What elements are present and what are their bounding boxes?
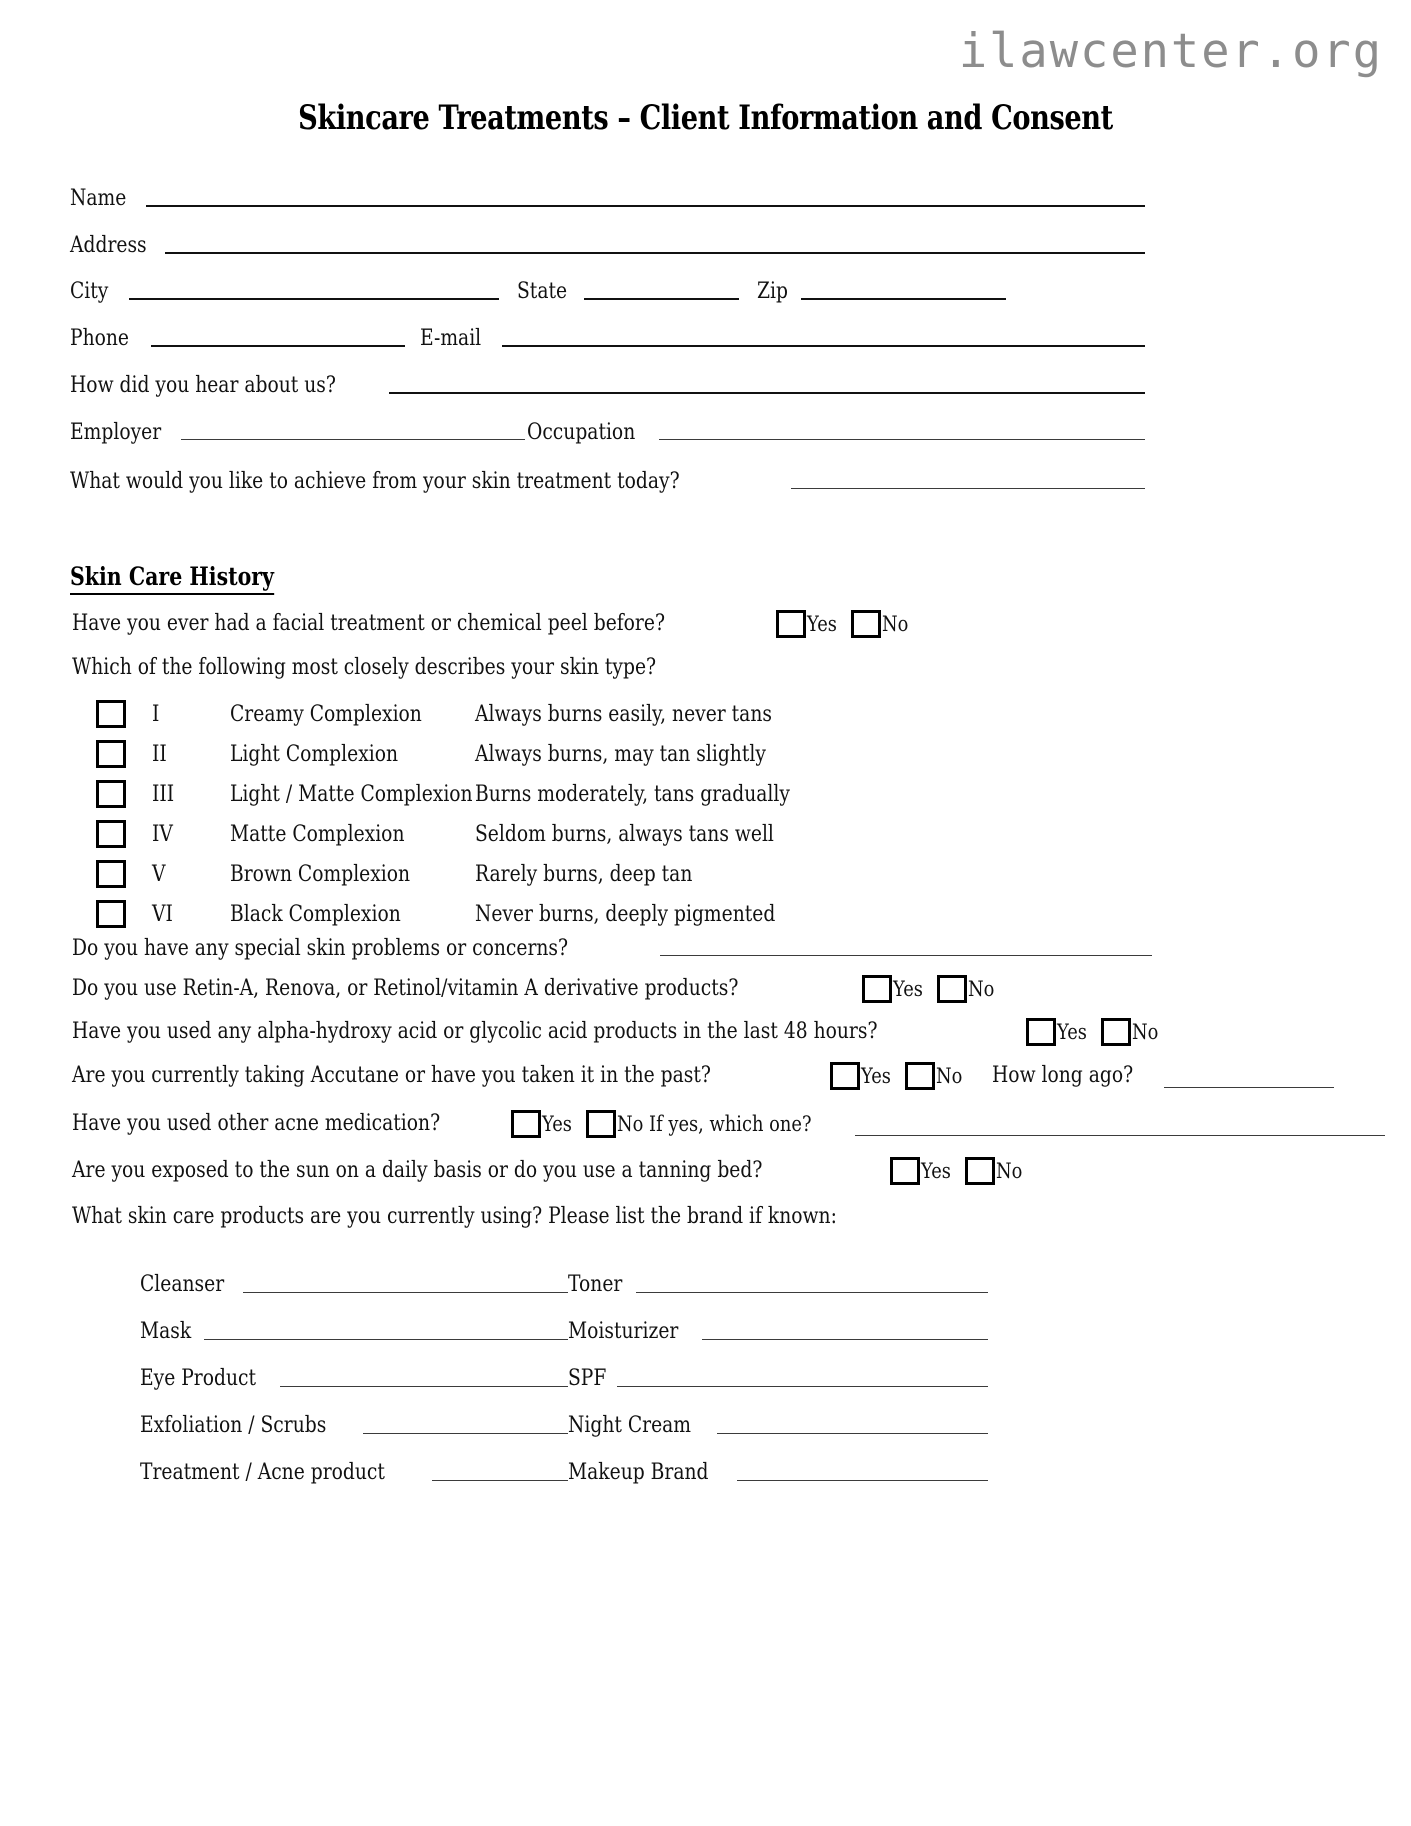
occupation-input-line[interactable] xyxy=(659,439,1145,440)
list-item xyxy=(140,1438,1150,1485)
checkbox-retin-a-yes[interactable] xyxy=(862,975,892,1003)
skin-type-complexion: Light Complexion xyxy=(230,741,399,767)
section-heading-skin-care-history: Skin Care History xyxy=(70,562,274,595)
accutane-no-label: No xyxy=(935,1064,963,1088)
product-input-exfoliation[interactable] xyxy=(363,1433,568,1434)
table-row xyxy=(96,774,896,814)
product-input-eye-product[interactable] xyxy=(280,1386,568,1387)
name-input-line[interactable] xyxy=(146,205,1145,207)
list-item xyxy=(140,1250,1150,1297)
question-sun-exposure-label: Are you exposed to the sun on a daily basis or do you use a tanning bed? xyxy=(72,1158,763,1183)
product-input-night-cream[interactable] xyxy=(717,1433,988,1434)
skin-type-description: Always burns, may tan slightly xyxy=(475,741,766,767)
alpha-hydroxy-yes-label: Yes xyxy=(1056,1020,1087,1044)
field-row-city-state-zip xyxy=(70,281,1145,303)
product-label-makeup-brand: Makeup Brand xyxy=(568,1459,709,1485)
question-current-products-label: What skin care products are you currently using? Please list the brand if known: xyxy=(72,1204,837,1229)
acne-med-yes-label: Yes xyxy=(542,1112,573,1136)
field-row-referral xyxy=(70,375,1145,397)
checkbox-skin-type-iv[interactable] xyxy=(96,820,126,848)
skin-type-complexion: Black Complexion xyxy=(230,901,401,927)
field-row-address xyxy=(70,235,1145,257)
employer-label: Employer xyxy=(70,420,162,445)
skin-type-description: Burns moderately, tans gradually xyxy=(475,781,790,807)
skin-type-numeral: VI xyxy=(152,901,173,927)
question-skin-type-label: Which of the following most closely describes your skin type? xyxy=(72,655,657,680)
question-acne-medication xyxy=(72,1110,1385,1138)
checkbox-skin-type-v[interactable] xyxy=(96,860,126,888)
checkbox-sun-yes[interactable] xyxy=(890,1157,920,1185)
skin-type-description: Never burns, deeply pigmented xyxy=(475,901,776,927)
treatment-goal-label: What would you like to achieve from your skin treatment today? xyxy=(70,469,680,494)
checkbox-accutane-yes[interactable] xyxy=(830,1062,860,1090)
treatment-goal-input-line[interactable] xyxy=(791,488,1145,489)
how-long-ago-label: How long ago? xyxy=(991,1063,1134,1088)
product-label-moisturizer: Moisturizer xyxy=(568,1318,679,1344)
page-title: Skincare Treatments – Client Information and Consent xyxy=(298,98,1113,138)
skin-type-description: Seldom burns, always tans well xyxy=(475,821,774,847)
field-row-treatment-goal xyxy=(70,471,1145,493)
current-products-grid xyxy=(140,1250,1150,1485)
skin-type-numeral: III xyxy=(152,781,175,807)
question-alpha-hydroxy-label: Have you used any alpha-hydroxy acid or glycolic acid products in the last 48 hours? xyxy=(72,1019,878,1044)
product-label-night-cream: Night Cream xyxy=(568,1412,692,1438)
checkbox-facial-no[interactable] xyxy=(851,610,881,638)
employer-input-line[interactable] xyxy=(181,439,525,440)
checkbox-accutane-no[interactable] xyxy=(905,1062,935,1090)
facial-no-label: No xyxy=(881,612,909,636)
question-special-concerns-label: Do you have any special skin problems or concerns? xyxy=(72,936,569,961)
skin-type-numeral: I xyxy=(152,701,160,727)
skin-type-complexion: Matte Complexion xyxy=(230,821,405,847)
product-input-mask[interactable] xyxy=(204,1339,568,1340)
state-input-line[interactable] xyxy=(584,298,739,300)
acne-med-which-one-label: No If yes, which one? xyxy=(617,1112,812,1136)
retin-a-yes-label: Yes xyxy=(892,977,923,1001)
city-label: City xyxy=(70,279,109,304)
sun-no-label: No xyxy=(996,1159,1023,1183)
question-sun-exposure xyxy=(72,1157,1030,1185)
zip-input-line[interactable] xyxy=(801,298,1006,300)
product-label-toner: Toner xyxy=(568,1271,623,1297)
skin-type-description: Always burns easily, never tans xyxy=(475,701,772,727)
table-row xyxy=(96,854,896,894)
state-label: State xyxy=(517,279,568,304)
alpha-hydroxy-no-label: No xyxy=(1131,1020,1159,1044)
checkbox-facial-yes[interactable] xyxy=(776,610,806,638)
question-facial-treatment xyxy=(72,610,916,638)
skin-type-complexion: Light / Matte Complexion xyxy=(230,781,473,807)
acne-med-which-one-input-line[interactable] xyxy=(855,1135,1385,1136)
checkbox-sun-no[interactable] xyxy=(965,1157,995,1185)
list-item xyxy=(140,1344,1150,1391)
product-label-eye-product: Eye Product xyxy=(140,1365,257,1391)
how-long-ago-input-line[interactable] xyxy=(1164,1087,1334,1088)
skin-type-table xyxy=(96,694,896,934)
list-item xyxy=(140,1391,1150,1438)
address-input-line[interactable] xyxy=(165,252,1145,254)
sun-yes-label: Yes xyxy=(921,1159,952,1183)
product-input-toner[interactable] xyxy=(636,1292,988,1293)
email-label: E-mail xyxy=(420,326,482,351)
checkbox-retin-a-no[interactable] xyxy=(937,975,967,1003)
name-label: Name xyxy=(70,186,127,211)
facial-yes-label: Yes xyxy=(806,612,837,636)
product-input-cleanser[interactable] xyxy=(243,1292,568,1293)
field-row-phone-email xyxy=(70,328,1145,350)
skin-type-numeral: II xyxy=(152,741,167,767)
field-row-name xyxy=(70,188,1145,210)
table-row xyxy=(96,814,896,854)
product-label-mask: Mask xyxy=(140,1318,192,1344)
product-input-makeup-brand[interactable] xyxy=(737,1480,988,1481)
referral-input-line[interactable] xyxy=(389,392,1145,394)
table-row xyxy=(96,694,896,734)
product-label-spf: SPF xyxy=(568,1365,607,1391)
list-item xyxy=(140,1297,1150,1344)
table-row xyxy=(96,894,896,934)
checkbox-skin-type-vi[interactable] xyxy=(96,900,126,928)
phone-label: Phone xyxy=(70,326,129,351)
city-input-line[interactable] xyxy=(129,298,499,300)
question-skin-type xyxy=(72,657,759,679)
product-input-spf[interactable] xyxy=(617,1386,988,1387)
field-row-employer-occupation xyxy=(70,422,1145,444)
skin-type-complexion: Creamy Complexion xyxy=(230,701,422,727)
checkbox-alpha-hydroxy-no[interactable] xyxy=(1101,1018,1131,1046)
question-alpha-hydroxy xyxy=(72,1018,1166,1046)
product-input-treatment-acne[interactable] xyxy=(432,1480,568,1481)
referral-label: How did you hear about us? xyxy=(70,373,336,398)
watermark-ilawcenter: ilawcenter.org xyxy=(958,24,1383,79)
question-facial-label: Have you ever had a facial treatment or chemical peel before? xyxy=(72,611,665,636)
skin-type-numeral: IV xyxy=(152,821,173,847)
zip-label: Zip xyxy=(757,279,788,304)
checkbox-acne-med-yes[interactable] xyxy=(511,1110,541,1138)
checkbox-acne-med-no[interactable] xyxy=(586,1110,616,1138)
product-label-exfoliation: Exfoliation / Scrubs xyxy=(140,1412,327,1438)
checkbox-skin-type-iii[interactable] xyxy=(96,780,126,808)
occupation-label: Occupation xyxy=(527,420,636,445)
question-accutane-label: Are you currently taking Accutane or have you taken it in the past? xyxy=(72,1063,711,1088)
special-concerns-input-line[interactable] xyxy=(660,955,1152,956)
email-input-line[interactable] xyxy=(502,345,1145,347)
checkbox-skin-type-i[interactable] xyxy=(96,700,126,728)
accutane-yes-label: Yes xyxy=(860,1064,891,1088)
skin-type-description: Rarely burns, deep tan xyxy=(475,861,693,887)
table-row xyxy=(96,734,896,774)
question-retin-a xyxy=(72,975,1002,1003)
product-label-treatment-acne: Treatment / Acne product xyxy=(140,1459,385,1485)
product-input-moisturizer[interactable] xyxy=(702,1339,988,1340)
skin-type-complexion: Brown Complexion xyxy=(230,861,411,887)
question-accutane xyxy=(72,1062,1334,1090)
question-current-products xyxy=(72,1206,972,1228)
question-retin-a-label: Do you use Retin-A, Renova, or Retinol/vitamin A derivative products? xyxy=(72,976,739,1001)
retin-a-no-label: No xyxy=(968,977,995,1001)
phone-input-line[interactable] xyxy=(151,345,404,347)
skin-type-numeral: V xyxy=(152,861,166,887)
address-label: Address xyxy=(70,233,147,258)
checkbox-alpha-hydroxy-yes[interactable] xyxy=(1026,1018,1056,1046)
product-label-cleanser: Cleanser xyxy=(140,1271,225,1297)
checkbox-skin-type-ii[interactable] xyxy=(96,740,126,768)
question-special-concerns xyxy=(72,938,1152,960)
question-acne-medication-label: Have you used other acne medication? xyxy=(72,1111,441,1136)
